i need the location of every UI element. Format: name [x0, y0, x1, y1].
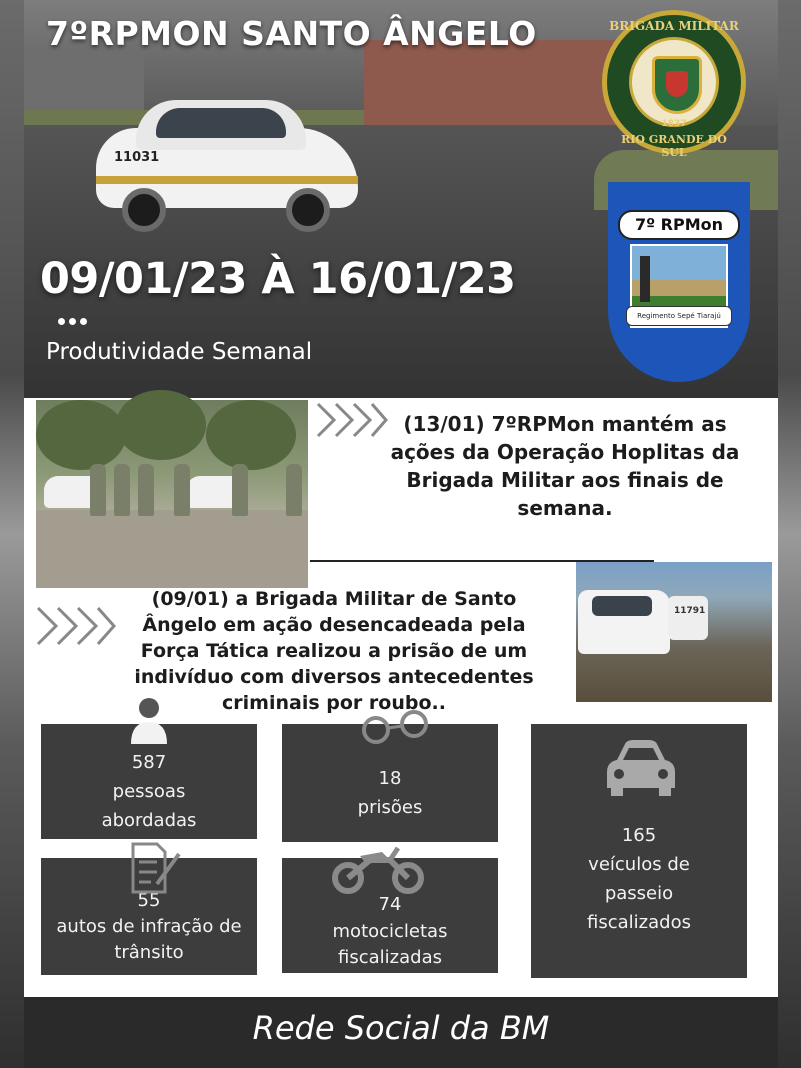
stat-pessoas-abordadas [41, 724, 257, 839]
brigada-militar-seal [602, 10, 746, 159]
person-icon [129, 698, 169, 744]
car-icon [603, 738, 679, 796]
poster-card [24, 0, 778, 1068]
background-building [364, 40, 624, 130]
seal-top-text: BRIGADA MILITAR [609, 19, 739, 33]
car-number: 11031 [114, 150, 160, 165]
rpmon-badge [608, 182, 750, 382]
stat-value: 587 [131, 752, 167, 773]
badge-ribbon: Regimento Sepé Tiarajú [626, 306, 732, 326]
page-title: 7ºRPMON SANTO ÂNGELO [46, 14, 537, 53]
stat-label: motocicletas fiscalizadas [332, 921, 448, 968]
police-car-image [96, 88, 358, 228]
stat-prisoes [282, 724, 498, 842]
seal-bottom-text: RIO GRANDE DO SUL [621, 133, 727, 159]
header-photo [24, 0, 778, 398]
chevrons-right-icon [36, 604, 116, 648]
footer-text: Rede Social da BM [252, 1009, 550, 1047]
subtitle: Produtividade Semanal [46, 339, 313, 365]
motorcycle-icon [330, 842, 426, 894]
document-pen-icon [127, 840, 183, 896]
news-item-operacao-hoplitas: (13/01) 7ºRPMon mantém as ações da Operação Hoplitas da Brigada Militar aos finais de semana. [390, 412, 740, 520]
seal-year: 1837 [661, 119, 687, 129]
police-truck-photo [576, 562, 772, 702]
stat-motocicletas [282, 858, 498, 973]
officers-photo [36, 400, 308, 588]
news-item-prisao-forca-tatica: (09/01) a Brigada Militar de Santo Ângelo em ação desencadeada pela Força Tática realizou a prisão de um indivíduo com diversos antecedentes criminais por roubo.. [134, 588, 534, 714]
stat-label: pessoas abordadas [101, 781, 197, 831]
stat-veiculos-passeio [531, 724, 747, 978]
vehicle-number: 11791 [674, 606, 706, 616]
stat-value: 55 [137, 890, 161, 911]
stat-value: 165 [621, 825, 657, 846]
stat-label: prisões [357, 797, 423, 818]
footer [24, 997, 778, 1068]
date-range: 09/01/23 À 16/01/23 [40, 254, 516, 304]
stat-value: 74 [378, 894, 402, 915]
stat-value: 18 [378, 768, 402, 789]
dots-decoration [58, 310, 91, 329]
stat-label: veículos de passeio fiscalizados [587, 854, 691, 933]
handcuffs-icon [360, 708, 430, 746]
badge-banner: 7º RPMon [618, 210, 740, 240]
stat-label: autos de infração de trânsito [56, 916, 242, 963]
stat-autos-infracao [41, 858, 257, 975]
